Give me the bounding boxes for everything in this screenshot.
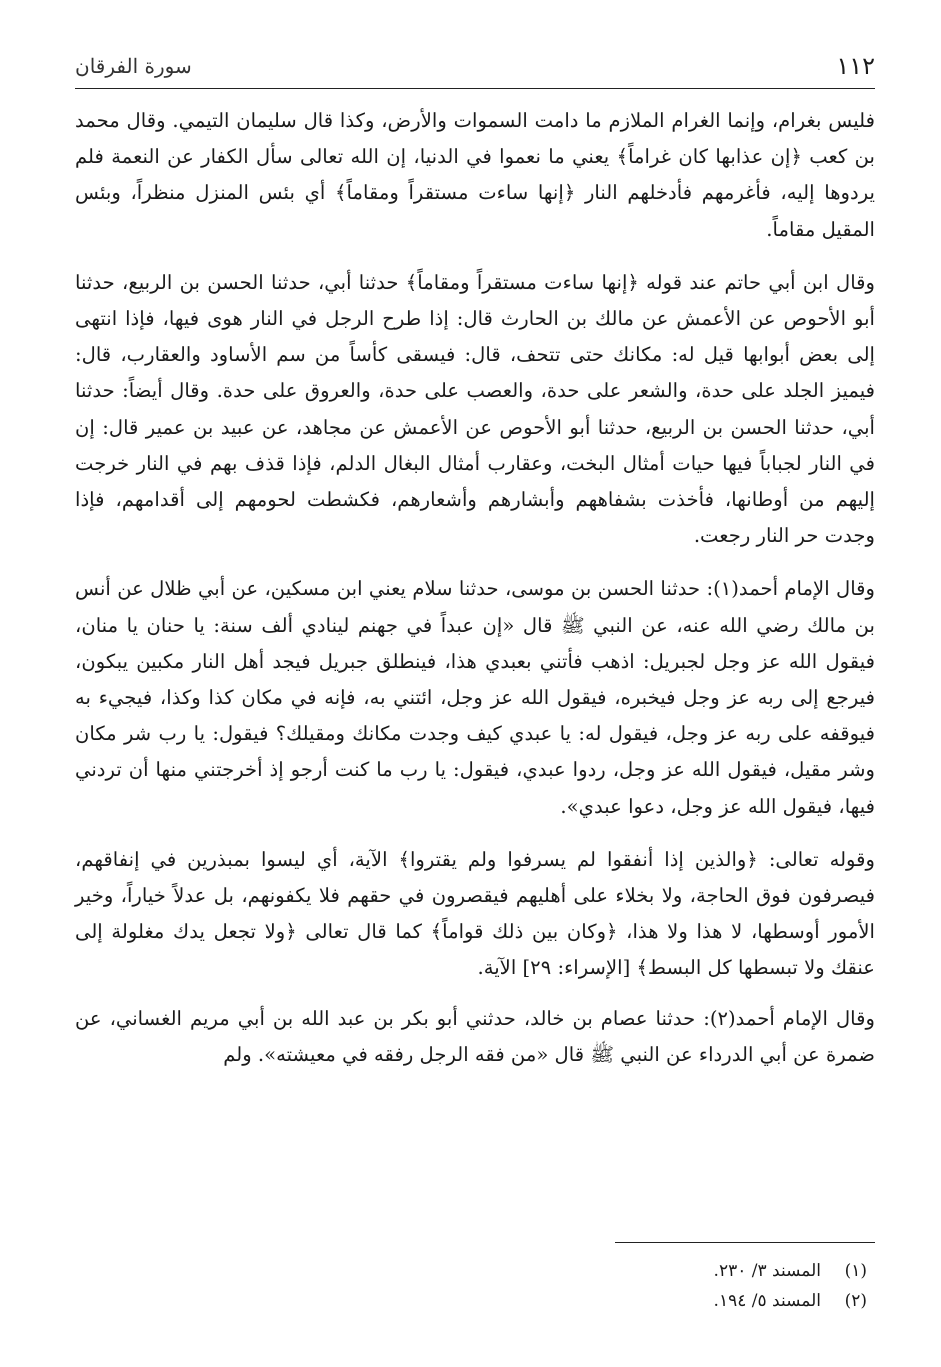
footnote-1	[367, 1256, 867, 1286]
footnote-2	[367, 1286, 867, 1316]
paragraph-4: وقوله تعالى: ﴿والذين إذا أنفقوا لم يسرفوا ولم يقتروا﴾ الآية، أي ليسوا بمبذرين في إنفاقهم، فيصرفون فوق الحاجة، ولا بخلاء على أهليهم فيقصرون في حقهم فلا يكفونهم، بل عدلاً خياراً، وخير الأمور أوسطها، لا هذا ولا هذا، ﴿وكان بين ذلك قواماً﴾ كما قال تعالى ﴿ولا تجعل يدك مغلولة إلى عنقك ولا تبسطها كل البسط﴾ [الإسراء: ٢٩] الآية.	[75, 847, 875, 980]
footnote-number: (٢)	[844, 1291, 867, 1311]
surah-title: سورة الفرقان	[75, 54, 192, 78]
paragraph-3: وقال الإمام أحمد(١): حدثنا الحسن بن موسى، حدثنا سلام يعني ابن مسكين، عن أبي ظلال عن أنس بن مالك رضي الله عنه، عن النبي ﷺ قال «إن عبداً في جهنم لينادي ألف سنة: يا حنان يا منان، فيقول الله عز وجل لجبريل: اذهب فأتني بعبدي هذا، فينطلق جبريل فيجد أهل النار مكبين يبكون، فيرجع إلى ربه عز وجل فيخبره، فيقول الله عز وجل، ائتني به، فإنه في مكان كذا وكذا، فيجيء به فيوقفه على ربه عز وجل، فيقول له: يا عبدي كيف وجدت مكانك ومقيلك؟ فيقول: يا رب شر مكان وشر مقيل، فيقول الله عز وجل، ردوا عبدي، فيقول: يا رب ما كنت أرجو إذ أخرجتني منها أن تردني فيها، فيقول الله عز وجل، دعوا عبدي».	[75, 577, 875, 818]
paragraph-5: وقال الإمام أحمد(٢): حدثنا عصام بن خالد، حدثني أبو بكر بن عبد الله بن أبي مريم الغساني، عن ضمرة عن أبي الدرداء عن النبي ﷺ قال «من فقه الرجل رفقه في معيشته». ولم	[75, 1006, 875, 1066]
footnote-divider	[615, 1242, 875, 1243]
book-page	[75, 48, 875, 1348]
page-number: ١١٢	[836, 52, 875, 80]
running-header	[75, 48, 875, 89]
footnote-text: المسند ٣/ ٢٣٠.	[713, 1261, 821, 1281]
paragraph-1: فليس بغرام، وإنما الغرام الملازم ما دامت السموات والأرض، وكذا قال سليمان التيمي. وقال محمد بن كعب ﴿إن عذابها كان غراماً﴾ يعني ما نعموا في الدنيا، إن الله تعالى سأل الكفار عن النعمة فلم يردوها إليه، فأغرمهم فأدخلهم النار ﴿إنها ساءت مستقراً ومقاماً﴾ أي بئس المنزل منظراً، وبئس المقيل مقاماً.	[75, 109, 875, 241]
footnotes	[367, 1256, 867, 1316]
main-text	[75, 103, 875, 1073]
footnote-text: المسند ٥/ ١٩٤.	[713, 1291, 821, 1311]
paragraph-2: وقال ابن أبي حاتم عند قوله ﴿إنها ساءت مستقراً ومقاماً﴾ حدثنا أبي، حدثنا الحسن بن الربيع، حدثنا أبو الأحوص عن الأعمش عن مالك بن الحارث قال: إذا طرح الرجل في النار هوى فيها، فإذا انتهى إلى بعض أبوابها قيل له: مكانك حتى تتحف، قال: فيسقى كأساً من سم الأساود والعقارب، قال: فيميز الجلد على حدة، والشعر على حدة، والعصب على حدة، والعروق على حدة. وقال أيضاً: حدثنا أبي، حدثنا الحسن بن الربيع، حدثنا أبو الأحوص عن الأعمش عن مجاهد، عن عبيد بن عمير قال: إن في النار لجباباً فيها حيات أمثال البخت، وعقارب أمثال البغال الدلم، فإذا قذف بهم في النار خرجت إليهم من أوطانها، فأخذت بشفاههم وأبشارهم وأشعارهم، فكشطت لحومهم إلى أقدامهم، فإذا وجدت حر النار رجعت.	[75, 270, 875, 548]
footnote-number: (١)	[844, 1261, 867, 1281]
